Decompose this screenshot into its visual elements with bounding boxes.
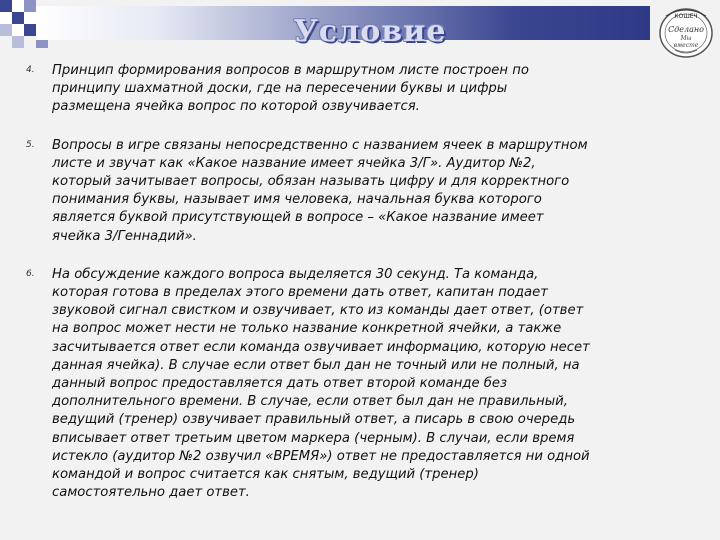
item-number: 6. [26,268,35,279]
list-item [26,266,710,503]
svg-text:Мы: Мы [680,35,692,42]
list-item [26,62,710,117]
item-text: Вопросы в игре связаны непосредственно с названием ячеек в маршрутном листе и звучат как «Какое название имеет ячейка 3/Г». Аудитор №2, который зачитывает вопросы, обязан называть цифру и для корректного понимания буквы, называет имя человека, начальная буква которого является буквой присутствующей в вопросе – «Какое название имеет ячейка 3/Геннадий». [52,137,588,244]
slide-title: Условие [293,14,447,49]
list-item [26,137,710,246]
item-number: 5. [26,139,35,150]
emblem-icon [657,6,715,60]
item-text: На обсуждение каждого вопроса выделяется 30 секунд. Та команда, которая готова в пределах этого времени дать ответ, капитан подает звуковой сигнал свистком и озвучивает, кто из команды дает ответ, (ответ на вопрос может нести не только название конкретной ячейки, а также засчитывается ответ если команда озвучивает информацию, которую несет данная ячейка). В случае если ответ был дан не точный или не полный, на данный вопрос предоставляется дать ответ второй команде без дополнительного времени. В случае, если ответ был дан не правильный, ведущий (тренер) озвучивает правильный ответ, а писарь в свою очередь вписывает ответ третьим цветом маркера (черным). В случаи, если время истекло (аудитор №2 озвучил «ВРЕМЯ») ответ не предоставляется ни одной командой и вопрос считается как снятым, ведущий (тренер) самостоятельно дает ответ. [52,266,590,501]
svg-text:вместе: вместе [673,42,699,49]
svg-text:КОШЕЧ: КОШЕЧ [674,13,698,20]
svg-text:Сделано: Сделано [668,25,704,34]
item-number: 4. [26,65,35,75]
item-text: Принцип формирования вопросов в маршрутном листе построен по принципу шахматной доски, где на пересечении буквы и цифры размещена ячейка вопрос по которой озвучивается. [52,63,529,115]
slide-body [26,62,710,522]
